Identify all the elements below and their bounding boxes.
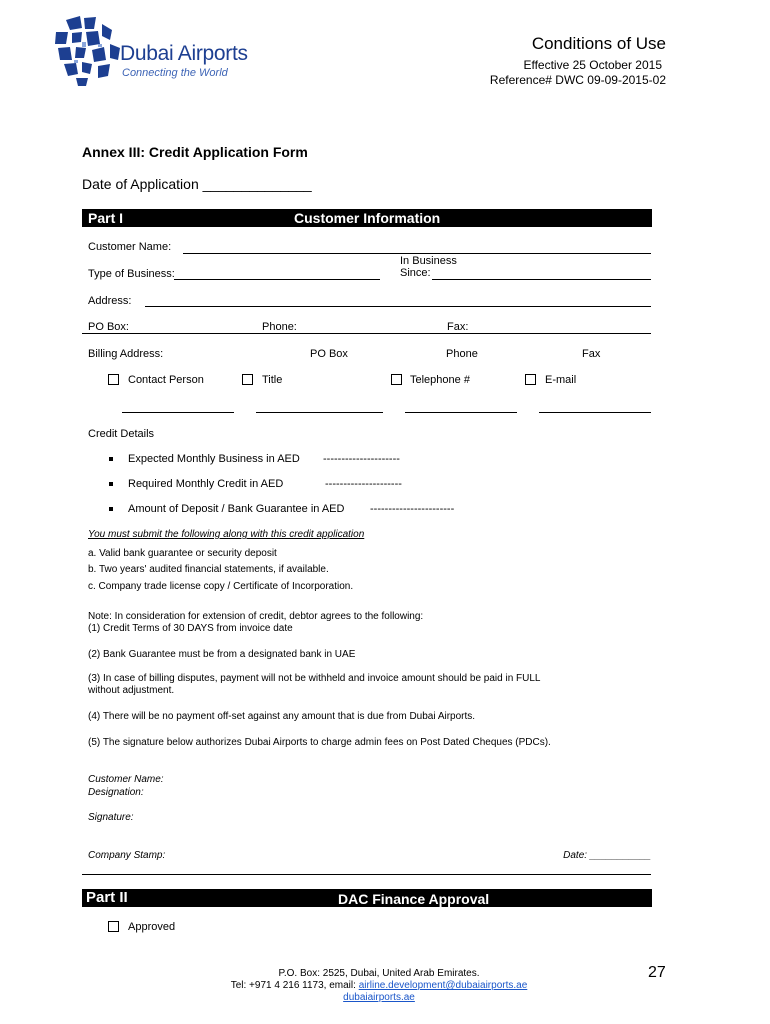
note-3-line1: (3) In case of billing disputes, payment will not be withheld and invoice amount should be paid in FULL xyxy=(88,673,541,684)
credit-details-heading: Credit Details xyxy=(88,428,155,440)
contact-person-checkbox[interactable] xyxy=(108,374,119,385)
title-field[interactable] xyxy=(256,412,383,413)
note-3-line2: without adjustment. xyxy=(88,685,175,696)
type-of-business-label: Type of Business: xyxy=(88,268,175,280)
address-field[interactable] xyxy=(145,306,651,307)
phone-label: Phone: xyxy=(262,321,297,333)
contact-person-label: Contact Person xyxy=(128,374,204,386)
part2-header-bar xyxy=(82,889,652,907)
logo xyxy=(52,14,252,90)
signature-field[interactable]: Signature: xyxy=(88,812,134,823)
signature-designation[interactable]: Designation: xyxy=(88,787,144,798)
bullet-icon xyxy=(109,482,113,486)
page-number: 27 xyxy=(648,964,666,981)
in-business-label-line1: In Business xyxy=(400,255,457,267)
email-label: E-mail xyxy=(545,374,577,386)
in-business-label-line2: Since: xyxy=(400,267,431,279)
approved-checkbox[interactable] xyxy=(108,921,119,932)
date-of-application[interactable]: Date of Application ______________ xyxy=(82,176,312,192)
submit-item-c: c. Company trade license copy / Certificate of Incorporation. xyxy=(88,581,354,592)
customer-name-label: Customer Name: xyxy=(88,241,172,253)
footer-email-link[interactable]: airline.development@dubaiairports.ae xyxy=(358,980,528,991)
effective-date: Effective 25 October 2015 xyxy=(523,58,662,72)
required-monthly-credit-field[interactable]: --------------------- xyxy=(325,478,402,490)
fax-label: Fax: xyxy=(447,321,469,333)
required-monthly-credit-label: Required Monthly Credit in AED xyxy=(128,478,284,490)
billing-po-box-label: PO Box xyxy=(310,348,348,360)
part2-label: Part II xyxy=(86,889,128,906)
part1-header-bar xyxy=(82,209,652,227)
logo-brand-text: Dubai Airports xyxy=(120,42,248,65)
title-label: Title xyxy=(262,374,283,386)
submit-heading: You must submit the following along with this credit application xyxy=(88,529,365,540)
customer-name-field[interactable] xyxy=(183,253,651,254)
po-box-label: PO Box: xyxy=(88,321,129,333)
email-checkbox[interactable] xyxy=(525,374,536,385)
note-4: (4) There will be no payment off-set against any amount that is due from Dubai Airports. xyxy=(88,711,476,722)
part1-label: Part I xyxy=(88,210,124,226)
note-intro: Note: In consideration for extension of credit, debtor agrees to the following: xyxy=(88,611,424,622)
telephone-checkbox[interactable] xyxy=(391,374,402,385)
deposit-guarantee-field[interactable]: ----------------------- xyxy=(370,503,455,515)
signature-customer-name[interactable]: Customer Name: xyxy=(88,774,164,785)
submit-item-a: a. Valid bank guarantee or security deposit xyxy=(88,548,277,559)
billing-fax-label: Fax xyxy=(582,348,601,360)
company-stamp-field[interactable]: Company Stamp: xyxy=(88,850,166,861)
logo-tagline: Connecting the World xyxy=(122,67,228,79)
part2-title: DAC Finance Approval xyxy=(338,891,490,907)
submit-item-b: b. Two years' audited financial statements, if available. xyxy=(88,564,329,575)
telephone-field[interactable] xyxy=(405,412,517,413)
title-checkbox[interactable] xyxy=(242,374,253,385)
footer-tel: Tel: +971 4 216 1173, email: xyxy=(230,980,359,991)
billing-phone-label: Phone xyxy=(446,348,478,360)
expected-monthly-business-label: Expected Monthly Business in AED xyxy=(128,453,300,465)
reference-number: Reference# DWC 09-09-2015-02 xyxy=(489,73,666,87)
part1-title: Customer Information xyxy=(294,210,441,226)
note-5: (5) The signature below authorizes Dubai Airports to charge admin fees on Post Dated Cheques (PDCs). xyxy=(88,737,551,748)
annex-title: Annex III: Credit Application Form xyxy=(82,144,308,160)
email-field[interactable] xyxy=(539,412,651,413)
signature-divider xyxy=(82,874,651,875)
document-title: Conditions of Use xyxy=(531,34,666,53)
note-1: (1) Credit Terms of 30 DAYS from invoice date xyxy=(88,623,293,634)
contact-person-field[interactable] xyxy=(122,412,234,413)
dubai-airports-globe-icon xyxy=(52,14,124,88)
footer-contact xyxy=(0,980,758,992)
bullet-icon xyxy=(109,457,113,461)
footer-website-link[interactable]: dubaiairports.ae xyxy=(343,992,415,1003)
footer-website xyxy=(0,992,758,1004)
approved-label: Approved xyxy=(128,921,176,933)
po-phone-fax-field[interactable] xyxy=(82,333,651,334)
in-business-since-field[interactable] xyxy=(432,279,651,280)
bullet-icon xyxy=(109,507,113,511)
telephone-label: Telephone # xyxy=(410,374,470,386)
note-2: (2) Bank Guarantee must be from a designated bank in UAE xyxy=(88,649,356,660)
expected-monthly-business-field[interactable]: --------------------- xyxy=(323,453,400,465)
address-label: Address: xyxy=(88,295,132,307)
type-of-business-field[interactable] xyxy=(174,279,380,280)
footer-address: P.O. Box: 2525, Dubai, United Arab Emirates. xyxy=(278,968,480,979)
deposit-guarantee-label: Amount of Deposit / Bank Guarantee in AED xyxy=(128,503,345,515)
billing-address-label: Billing Address: xyxy=(88,348,164,360)
date-field[interactable]: Date: ___________ xyxy=(563,850,651,861)
